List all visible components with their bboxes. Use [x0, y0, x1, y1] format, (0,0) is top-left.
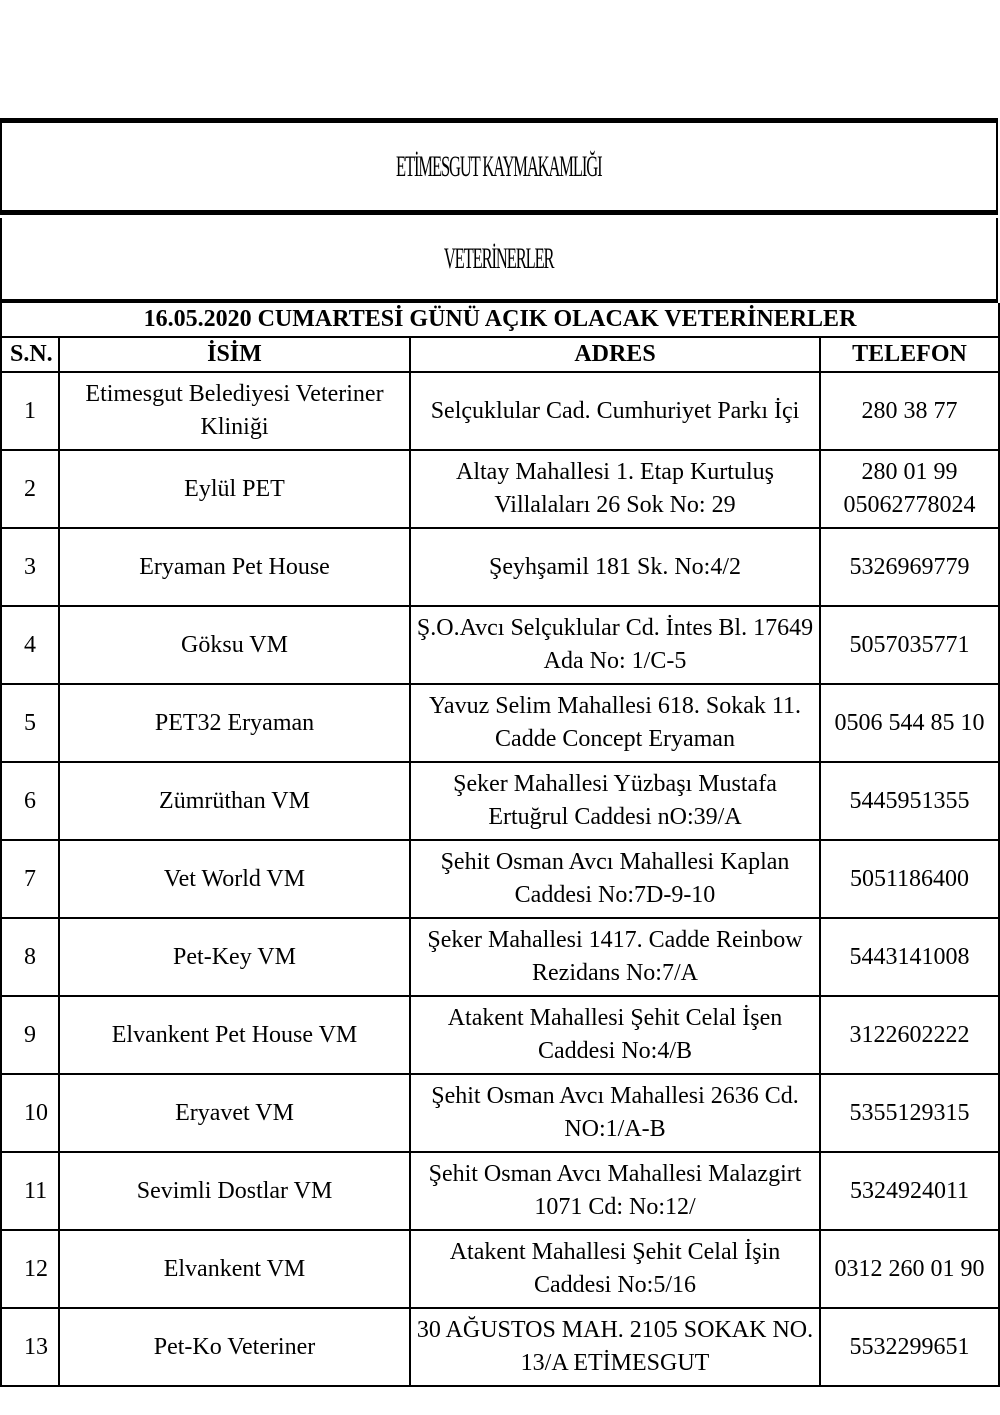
row-number: 4: [1, 606, 59, 684]
page-title: ETİMESGUT KAYMAKAMLIĞI: [396, 149, 602, 183]
vet-address: Atakent Mahallesi Şehit Celal İşen Caddesi No:4/B: [410, 996, 820, 1074]
table-row: [1, 840, 999, 918]
document-frame: [0, 118, 998, 1387]
table-row: [1, 528, 999, 606]
row-number: 12: [1, 1230, 59, 1308]
table-row: [1, 1230, 999, 1308]
vet-name: Etimesgut Belediyesi Veteriner Kliniği: [59, 372, 410, 450]
column-header-phone: TELEFON: [820, 337, 999, 372]
table-row: [1, 1308, 999, 1386]
vet-phone: 0506 544 85 10: [820, 684, 999, 762]
vet-name: Eryavet VM: [59, 1074, 410, 1152]
veterinarian-table: [0, 303, 1000, 1387]
vet-address: 30 AĞUSTOS MAH. 2105 SOKAK NO. 13/A ETİMESGUT: [410, 1308, 820, 1386]
vet-phone: 5324924011: [820, 1152, 999, 1230]
table-row: [1, 996, 999, 1074]
vet-name: Göksu VM: [59, 606, 410, 684]
vet-phone: 0312 260 01 90: [820, 1230, 999, 1308]
vet-address: Selçuklular Cad. Cumhuriyet Parkı İçi: [410, 372, 820, 450]
vet-address: Şeker Mahallesi 1417. Cadde Reinbow Rezidans No:7/A: [410, 918, 820, 996]
table-row: [1, 372, 999, 450]
row-number: 9: [1, 996, 59, 1074]
vet-phone: 280 38 77: [820, 372, 999, 450]
vet-name: Vet World VM: [59, 840, 410, 918]
vet-address: Ş.O.Avcı Selçuklular Cd. İntes Bl. 17649 Ada No: 1/C-5: [410, 606, 820, 684]
vet-phone: 5051186400: [820, 840, 999, 918]
table-row: [1, 918, 999, 996]
date-line: 16.05.2020 CUMARTESİ GÜNÜ AÇIK OLACAK VETERİNERLER: [1, 303, 999, 337]
row-number: 5: [1, 684, 59, 762]
vet-name: Pet-Key VM: [59, 918, 410, 996]
vet-name: Sevimli Dostlar VM: [59, 1152, 410, 1230]
vet-address: Şeyhşamil 181 Sk. No:4/2: [410, 528, 820, 606]
vet-phone: 5326969779: [820, 528, 999, 606]
vet-phone: 3122602222: [820, 996, 999, 1074]
vet-phone: 5355129315: [820, 1074, 999, 1152]
page-subtitle: VETERİNERLER: [444, 241, 554, 275]
vet-address: Şehit Osman Avcı Mahallesi 2636 Cd. NO:1/A-B: [410, 1074, 820, 1152]
vet-name: Eylül PET: [59, 450, 410, 528]
row-number: 11: [1, 1152, 59, 1230]
table-row: [1, 450, 999, 528]
row-number: 1: [1, 372, 59, 450]
vet-phone: 5532299651: [820, 1308, 999, 1386]
row-number: 6: [1, 762, 59, 840]
title-box: [0, 118, 998, 215]
header-row: [1, 337, 999, 372]
subtitle-box: [0, 218, 998, 303]
vet-name: PET32 Eryaman: [59, 684, 410, 762]
table-row: [1, 1074, 999, 1152]
vet-phone: 280 01 99 05062778024: [820, 450, 999, 528]
row-number: 2: [1, 450, 59, 528]
vet-phone: 5443141008: [820, 918, 999, 996]
vet-name: Pet-Ko Veteriner: [59, 1308, 410, 1386]
vet-phone: 5445951355: [820, 762, 999, 840]
row-number: 10: [1, 1074, 59, 1152]
vet-address: Şehit Osman Avcı Mahallesi Malazgirt 1071 Cd: No:12/: [410, 1152, 820, 1230]
table-row: [1, 1152, 999, 1230]
table-row: [1, 684, 999, 762]
vet-address: Atakent Mahallesi Şehit Celal İşin Caddesi No:5/16: [410, 1230, 820, 1308]
vet-address: Altay Mahallesi 1. Etap Kurtuluş Villalaları 26 Sok No: 29: [410, 450, 820, 528]
date-row: [1, 303, 999, 337]
vet-address: Şeker Mahallesi Yüzbaşı Mustafa Ertuğrul Caddesi nO:39/A: [410, 762, 820, 840]
vet-name: Zümrüthan VM: [59, 762, 410, 840]
column-header-sn: S.N.: [1, 337, 59, 372]
vet-name: Elvankent VM: [59, 1230, 410, 1308]
vet-address: Şehit Osman Avcı Mahallesi Kaplan Caddesi No:7D-9-10: [410, 840, 820, 918]
column-header-address: ADRES: [410, 337, 820, 372]
table-row: [1, 606, 999, 684]
row-number: 13: [1, 1308, 59, 1386]
row-number: 3: [1, 528, 59, 606]
vet-phone: 5057035771: [820, 606, 999, 684]
vet-name: Eryaman Pet House: [59, 528, 410, 606]
vet-address: Yavuz Selim Mahallesi 618. Sokak 11. Cadde Concept Eryaman: [410, 684, 820, 762]
row-number: 8: [1, 918, 59, 996]
row-number: 7: [1, 840, 59, 918]
vet-name: Elvankent Pet House VM: [59, 996, 410, 1074]
table-row: [1, 762, 999, 840]
column-header-name: İSİM: [59, 337, 410, 372]
